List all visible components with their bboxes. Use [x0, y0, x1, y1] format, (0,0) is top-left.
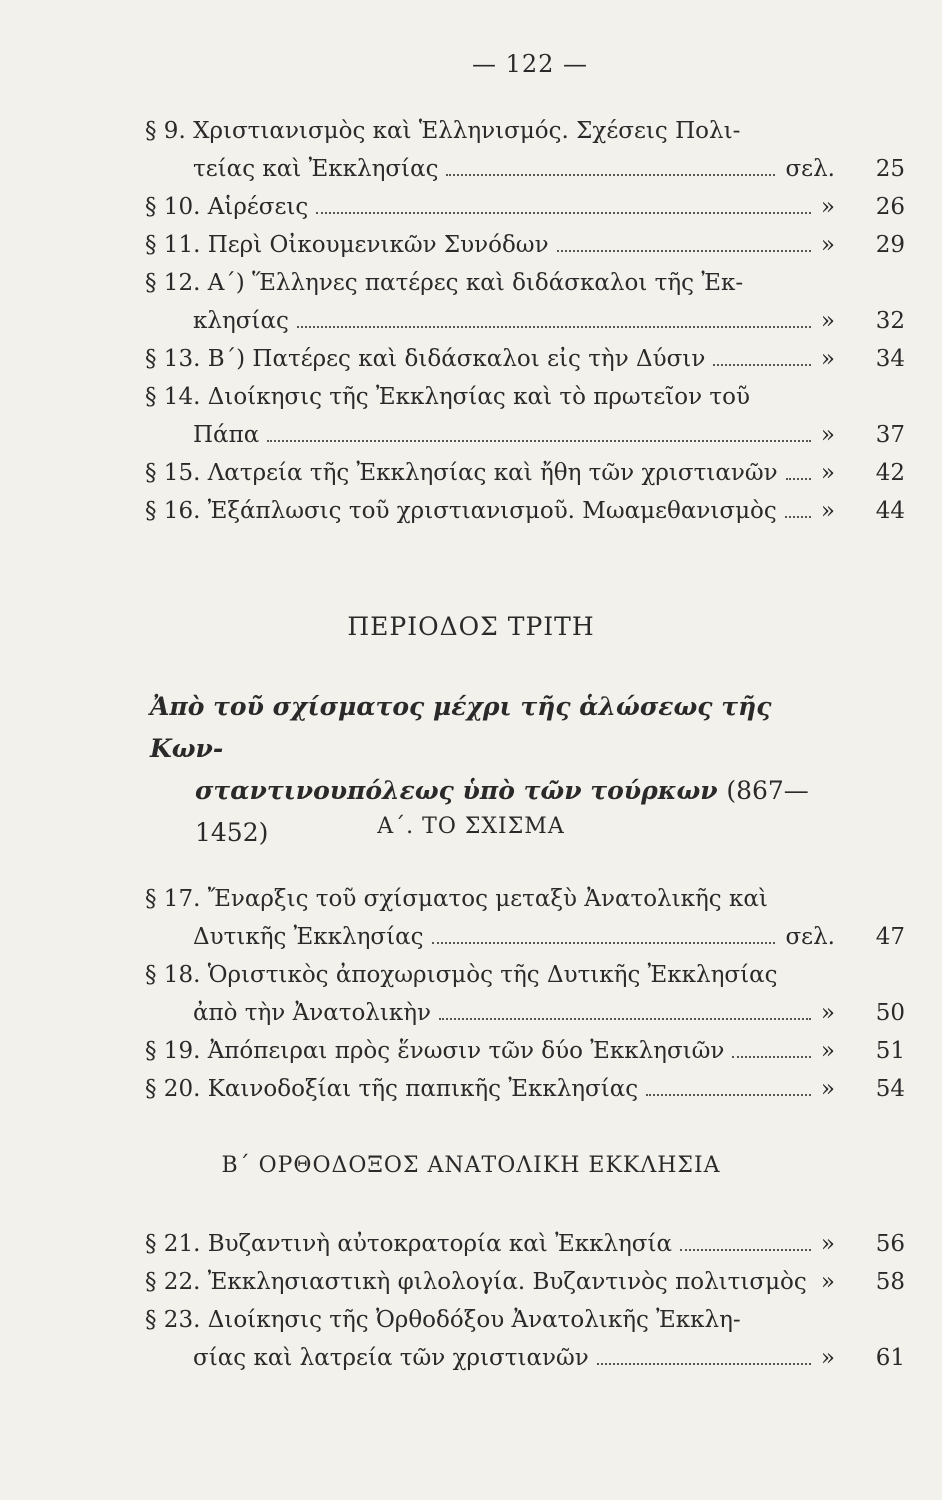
page-ref-mark: » — [820, 1000, 835, 1026]
dot-leader — [680, 1249, 811, 1251]
page-ref-number: 56 — [875, 1231, 905, 1257]
toc-entry-line — [145, 1339, 905, 1377]
toc-entry-line — [145, 454, 905, 492]
toc-section-3 — [145, 1225, 905, 1377]
page-ref-mark: » — [820, 1076, 835, 1102]
page-ref-mark: » — [820, 1038, 835, 1064]
toc-entry-text: § 15. Λατρεία τῆς Ἐκκλησίας καὶ ἤθη τῶν χριστιανῶν — [145, 460, 778, 486]
toc-entry-text: § 21. Βυζαντινὴ αὐτοκρατορία καὶ Ἐκκλησία — [145, 1231, 673, 1257]
toc-entry-line — [145, 340, 905, 378]
page-ref-mark: » — [820, 422, 835, 448]
page-ref-mark: » — [820, 460, 835, 486]
part-b-title: Β΄ ΟΡΘΟΔΟΞΟΣ ΑΝΑΤΟΛΙΚΗ ΕΚΚΛΗΣΙΑ — [221, 1153, 721, 1178]
toc-entry-text: § 18. Ὁριστικὸς ἀποχωρισμὸς τῆς Δυτικῆς Ἐκκλησίας — [145, 962, 778, 988]
toc-entry-text: § 14. Διοίκησις τῆς Ἐκκλησίας καὶ τὸ πρωτεῖον τοῦ — [145, 384, 750, 410]
page-ref-mark: » — [820, 1345, 835, 1371]
toc-entry-text: κλησίας — [193, 308, 289, 334]
dot-leader — [557, 250, 811, 252]
toc-entry-text: § 17. Ἔναρξις τοῦ σχίσματος μεταξὺ Ἀνατολικῆς καὶ — [145, 886, 768, 912]
toc-entry-line — [145, 492, 905, 530]
dot-leader — [713, 364, 811, 366]
toc-entry-line — [145, 112, 905, 150]
toc-entry-text: § 16. Ἐξάπλωσις τοῦ χριστιανισμοῦ. Μωαμεθανισμὸς — [145, 498, 777, 524]
page-ref-number: 26 — [875, 194, 905, 220]
toc-entry-line — [145, 1301, 905, 1339]
part-a-title: Α΄. ΤΟ ΣΧΙΣΜΑ — [377, 814, 565, 839]
toc-entry-text: § 12. Α΄) Ἕλληνες πατέρες καὶ διδάσκαλοι τῆς Ἐκ- — [145, 270, 744, 296]
page-ref-number: 54 — [875, 1076, 905, 1102]
toc-entry-text: ἀπὸ τὴν Ἀνατολικὴν — [193, 1000, 432, 1026]
dot-leader — [646, 1094, 811, 1096]
page-ref-number: 58 — [875, 1269, 905, 1295]
toc-entry-line — [145, 302, 905, 340]
page-ref-number: 42 — [875, 460, 905, 486]
toc-entry-line — [145, 918, 905, 956]
page-ref-mark: » — [820, 1231, 835, 1257]
page-ref-number: 34 — [875, 346, 905, 372]
page-ref-mark: » — [820, 194, 835, 220]
dot-leader — [597, 1363, 811, 1365]
page-ref-mark: σελ. — [785, 156, 835, 182]
page-ref-number: 29 — [875, 232, 905, 258]
toc-entry-text: § 22. Ἐκκλησιαστικὴ φιλολογία. Βυζαντινὸς πολιτισμὸς — [145, 1269, 807, 1295]
toc-entry-text: Πάπα — [193, 422, 260, 448]
toc-entry-line — [145, 416, 905, 454]
toc-entry-text: § 10. Αἱρέσεις — [145, 194, 309, 220]
toc-entry-line — [145, 994, 905, 1032]
toc-entry-text: σίας καὶ λατρεία τῶν χριστιανῶν — [193, 1345, 589, 1371]
toc-entry-line — [145, 1070, 905, 1108]
dot-leader — [267, 440, 811, 442]
page-number: — 122 — — [471, 50, 589, 78]
page-ref-number: 37 — [875, 422, 905, 448]
toc-entry-line — [145, 226, 905, 264]
page-ref-number: 47 — [875, 924, 905, 950]
page-ref-number: 44 — [875, 498, 905, 524]
toc-entry-text: § 20. Καινοδοξίαι τῆς παπικῆς Ἐκκλησίας — [145, 1076, 639, 1102]
toc-entry-text: Δυτικῆς Ἐκκλησίας — [193, 924, 424, 950]
dot-leader — [297, 326, 811, 328]
dot-leader — [732, 1056, 811, 1058]
toc-entry-text: § 13. Β΄) Πατέρες καὶ διδάσκαλοι εἰς τὴν Δύσιν — [145, 346, 706, 372]
dot-leader — [316, 212, 811, 214]
period-title: ΠΕΡΙΟΔΟΣ ΤΡΙΤΗ — [347, 612, 595, 641]
page-ref-number: 25 — [875, 156, 905, 182]
toc-entry-line — [145, 956, 905, 994]
toc-entry-line — [145, 1032, 905, 1070]
page-ref-mark: » — [820, 232, 835, 258]
toc-section-1 — [145, 112, 905, 530]
toc-entry-text: § 19. Ἀπόπειραι πρὸς ἕνωσιν τῶν δύο Ἐκκλησιῶν — [145, 1038, 725, 1064]
period-subtitle-line1: Ἀπὸ τοῦ σχίσματος μέχρι τῆς ἁλώσεως τῆς Κων- — [150, 692, 772, 763]
toc-section-2 — [145, 880, 905, 1108]
dot-leader — [439, 1018, 811, 1020]
page-ref-number: 61 — [875, 1345, 905, 1371]
dot-leader — [785, 516, 811, 518]
period-subtitle-line2: σταντινουπόλεως ὑπὸ τῶν τούρκων — [195, 776, 718, 805]
page-ref-mark: » — [820, 498, 835, 524]
toc-entry-line — [145, 264, 905, 302]
toc-entry-text: τείας καὶ Ἐκκλησίας — [193, 156, 439, 182]
page-ref-mark: » — [820, 346, 835, 372]
toc-entry-text: § 9. Χριστιανισμὸς καὶ Ἑλληνισμός. Σχέσεις Πολι- — [145, 118, 741, 144]
toc-entry-line — [145, 188, 905, 226]
dot-leader — [432, 942, 775, 944]
dot-leader — [446, 174, 775, 176]
page-ref-number: 50 — [875, 1000, 905, 1026]
toc-entry-text: § 23. Διοίκησις τῆς Ὀρθοδόξου Ἀνατολικῆς Ἐκκλη- — [145, 1307, 741, 1333]
toc-entry-text: § 11. Περὶ Οἰκουμενικῶν Συνόδων — [145, 232, 549, 258]
page-ref-mark: σελ. — [785, 924, 835, 950]
page-ref-mark: » — [820, 308, 835, 334]
page-ref-number: 32 — [875, 308, 905, 334]
period-years: (867—1452) — [195, 776, 809, 847]
toc-entry-line — [145, 378, 905, 416]
toc-entry-line — [145, 880, 905, 918]
page-ref-number: 51 — [875, 1038, 905, 1064]
page-ref-mark: » — [820, 1269, 835, 1295]
dot-leader — [786, 478, 811, 480]
toc-entry-line — [145, 150, 905, 188]
toc-entry-line — [145, 1263, 905, 1301]
toc-entry-line — [145, 1225, 905, 1263]
